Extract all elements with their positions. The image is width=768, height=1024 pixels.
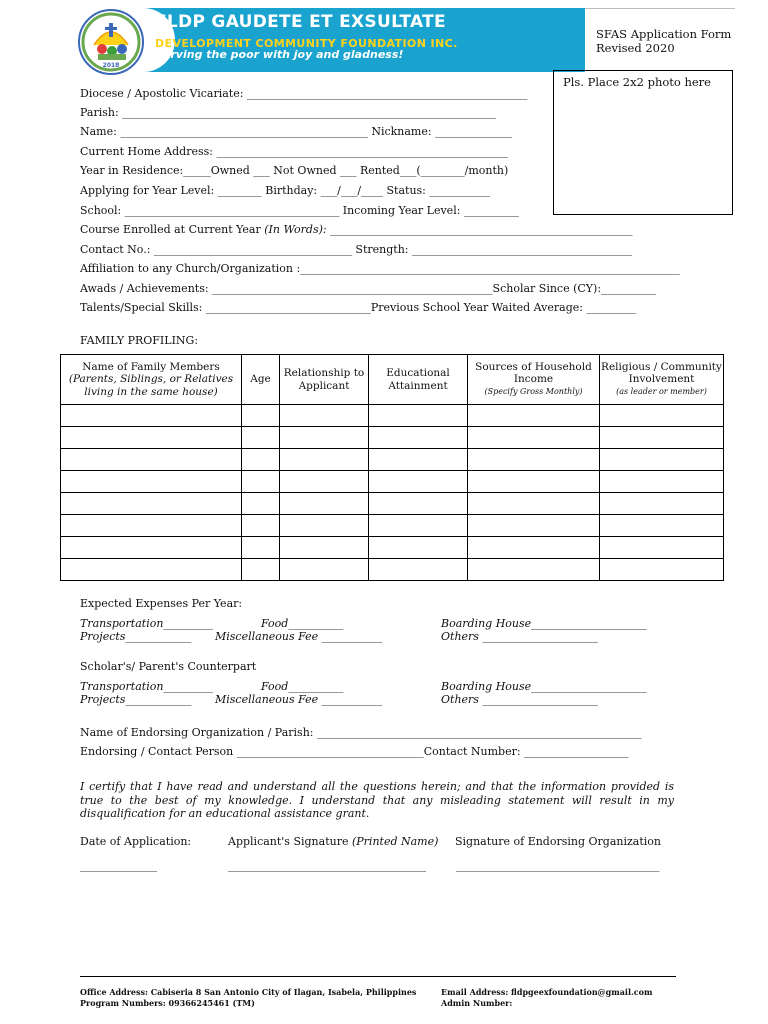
endorsing-person-field[interactable]: Endorsing / Contact Person __________________________________Contact Number: ___________________ xyxy=(80,745,629,758)
table-row xyxy=(61,493,724,515)
table-cell[interactable] xyxy=(369,537,468,559)
form-revised: Revised 2020 xyxy=(596,41,675,55)
table-row xyxy=(61,427,724,449)
col-age: Age xyxy=(242,355,280,405)
col-family-name: Name of Family Members (Parents, Siblings, or Relatives living in the same house) xyxy=(61,355,242,405)
program-numbers: Program Numbers: 09366245461 (TM) xyxy=(80,997,255,1008)
table-cell[interactable] xyxy=(242,537,280,559)
expense-transportation[interactable]: Transportation_________ xyxy=(80,617,213,630)
table-cell[interactable] xyxy=(600,405,724,427)
table-cell[interactable] xyxy=(369,515,468,537)
endorser-signature-label: Signature of Endorsing Organization xyxy=(455,835,661,848)
table-cell[interactable] xyxy=(242,471,280,493)
certification-statement: I certify that I have read and understand all the questions herein; and that the information provided is true to the best of my knowledge. I understand that any misleading statement will result in my disqualification for an educational assistance grant. xyxy=(80,780,674,820)
school-field[interactable]: School: _______________________________________ Incoming Year Level: __________ xyxy=(80,204,519,217)
table-row xyxy=(61,405,724,427)
foundation-logo xyxy=(78,9,144,75)
col-education: Educational Attainment xyxy=(369,355,468,405)
family-table xyxy=(60,354,724,581)
footer-right xyxy=(441,987,652,1008)
form-identifier xyxy=(596,27,731,55)
expense-food[interactable]: Food__________ xyxy=(261,617,344,630)
table-row xyxy=(61,449,724,471)
family-table-header xyxy=(61,355,724,405)
col-involvement: Religious / Community Involvement (as leader or member) xyxy=(600,355,724,405)
table-cell[interactable] xyxy=(242,493,280,515)
logo-year: 2018 xyxy=(102,62,120,69)
footer-left xyxy=(80,987,416,1008)
office-address: Office Address: Cabiseria 8 San Antonio City of Ilagan, Isabela, Philippines xyxy=(80,987,417,997)
table-row xyxy=(61,537,724,559)
course-field[interactable] xyxy=(80,223,633,236)
admin-number: Admin Number: xyxy=(441,997,513,1008)
family-table-body xyxy=(61,405,724,581)
table-cell[interactable] xyxy=(600,515,724,537)
name-field[interactable]: Name: _____________________________________________ Nickname: ______________ xyxy=(80,125,513,138)
table-cell[interactable] xyxy=(280,427,369,449)
counterpart-boarding[interactable]: Boarding House_____________________ xyxy=(441,680,647,693)
table-cell[interactable] xyxy=(242,515,280,537)
table-cell[interactable] xyxy=(242,427,280,449)
photo-note: Pls. Place 2x2 photo here xyxy=(563,75,711,89)
table-cell[interactable] xyxy=(280,405,369,427)
applicant-signature-label: Applicant's Signature (Printed Name) xyxy=(228,835,439,848)
table-row xyxy=(61,559,724,581)
table-cell[interactable] xyxy=(468,449,600,471)
table-row xyxy=(61,471,724,493)
table-cell[interactable] xyxy=(600,449,724,471)
diocese-field[interactable]: Diocese / Apostolic Vicariate: ___________________________________________________ xyxy=(80,87,528,100)
table-cell[interactable] xyxy=(280,493,369,515)
counterpart-food[interactable]: Food__________ xyxy=(261,680,344,693)
course-label: Course Enrolled at Current Year xyxy=(80,223,265,236)
table-cell[interactable] xyxy=(280,559,369,581)
org-name: FLDP GAUDETE ET EXSULTATE xyxy=(155,12,446,32)
table-cell[interactable] xyxy=(600,537,724,559)
contact-field[interactable]: Contact No.: ____________________________________ Strength: ________________________________________ xyxy=(80,243,632,256)
course-label-note: (In Words): xyxy=(264,223,327,236)
header-corner-rule xyxy=(585,8,735,9)
expense-boarding[interactable]: Boarding House_____________________ xyxy=(441,617,647,630)
table-cell[interactable] xyxy=(369,471,468,493)
table-cell[interactable] xyxy=(369,449,468,471)
applicant-signature-line[interactable]: ____________________________________ xyxy=(228,859,426,872)
talents-field[interactable]: Talents/Special Skills: ______________________________Previous School Year Waited Average: _________ xyxy=(80,301,636,314)
parish-field[interactable]: Parish: ____________________________________________________________________ xyxy=(80,106,497,119)
expense-projects[interactable]: Projects____________ xyxy=(80,630,192,643)
awards-field[interactable]: Awads / Achievements: ___________________________________________________Scholar Since (CY):__________ xyxy=(80,282,657,295)
table-cell[interactable] xyxy=(600,427,724,449)
counterpart-misc[interactable]: Miscellaneous Fee ___________ xyxy=(215,693,383,706)
counterpart-others[interactable]: Others _____________________ xyxy=(441,693,598,706)
affiliation-field[interactable]: Affiliation to any Church/Organization :_____________________________________________________________________ xyxy=(80,262,680,275)
table-row xyxy=(61,515,724,537)
family-profiling-heading: FAMILY PROFILING: xyxy=(80,334,199,347)
table-cell[interactable] xyxy=(61,493,242,515)
table-cell[interactable] xyxy=(242,559,280,581)
year-level-field[interactable]: Applying for Year Level: ________ Birthday: ___/___/____ Status: ___________ xyxy=(80,184,490,197)
form-title: SFAS Application Form xyxy=(596,27,732,41)
expense-others[interactable]: Others _____________________ xyxy=(441,630,598,643)
org-tagline: Serving the poor with joy and gladness! xyxy=(155,48,404,61)
expenses-heading: Expected Expenses Per Year: xyxy=(80,597,243,610)
table-cell[interactable] xyxy=(61,449,242,471)
email-address: Email Address: fldpgeexfoundation@gmail.com xyxy=(441,987,653,997)
table-cell[interactable] xyxy=(468,493,600,515)
table-cell[interactable] xyxy=(369,427,468,449)
table-cell[interactable] xyxy=(61,471,242,493)
table-cell[interactable] xyxy=(468,515,600,537)
table-cell[interactable] xyxy=(600,471,724,493)
table-cell[interactable] xyxy=(600,493,724,515)
table-cell[interactable] xyxy=(280,537,369,559)
endorsing-org-field[interactable]: Name of Endorsing Organization / Parish: ___________________________________________________________ xyxy=(80,726,642,739)
date-label: Date of Application: xyxy=(80,835,192,848)
table-cell[interactable] xyxy=(61,405,242,427)
table-cell[interactable] xyxy=(280,471,369,493)
counterpart-heading: Scholar's/ Parent's Counterpart xyxy=(80,660,257,673)
photo-box[interactable] xyxy=(553,70,733,215)
table-cell[interactable] xyxy=(61,559,242,581)
address-field[interactable]: Current Home Address: _____________________________________________________ xyxy=(80,145,508,158)
table-cell[interactable] xyxy=(242,405,280,427)
org-subtitle: DEVELOPMENT COMMUNITY FOUNDATION INC. xyxy=(155,37,458,50)
table-cell[interactable] xyxy=(468,537,600,559)
col-relationship: Relationship to Applicant xyxy=(280,355,369,405)
footer-rule xyxy=(80,976,676,977)
table-cell[interactable] xyxy=(468,559,600,581)
table-cell[interactable] xyxy=(369,559,468,581)
table-cell[interactable] xyxy=(61,515,242,537)
table-cell[interactable] xyxy=(280,449,369,471)
table-cell[interactable] xyxy=(369,493,468,515)
table-cell[interactable] xyxy=(468,405,600,427)
date-line[interactable]: ______________ xyxy=(80,859,157,872)
table-cell[interactable] xyxy=(468,427,600,449)
table-cell[interactable] xyxy=(242,449,280,471)
logo-emblem-icon xyxy=(80,11,142,73)
col-income: Sources of Household Income (Specify Gross Monthly) xyxy=(468,355,600,405)
counterpart-transportation[interactable]: Transportation_________ xyxy=(80,680,213,693)
table-cell[interactable] xyxy=(369,405,468,427)
table-cell[interactable] xyxy=(600,559,724,581)
course-blank: _______________________________________________________ xyxy=(326,223,633,236)
table-cell[interactable] xyxy=(280,515,369,537)
residence-field[interactable]: Year in Residence:_____Owned ___ Not Owned ___ Rented___(________/month) xyxy=(80,164,509,177)
table-cell[interactable] xyxy=(61,537,242,559)
expense-misc[interactable]: Miscellaneous Fee ___________ xyxy=(215,630,383,643)
table-cell[interactable] xyxy=(61,427,242,449)
table-cell[interactable] xyxy=(468,471,600,493)
counterpart-projects[interactable]: Projects____________ xyxy=(80,693,192,706)
endorser-signature-line[interactable]: _____________________________________ xyxy=(456,859,660,872)
